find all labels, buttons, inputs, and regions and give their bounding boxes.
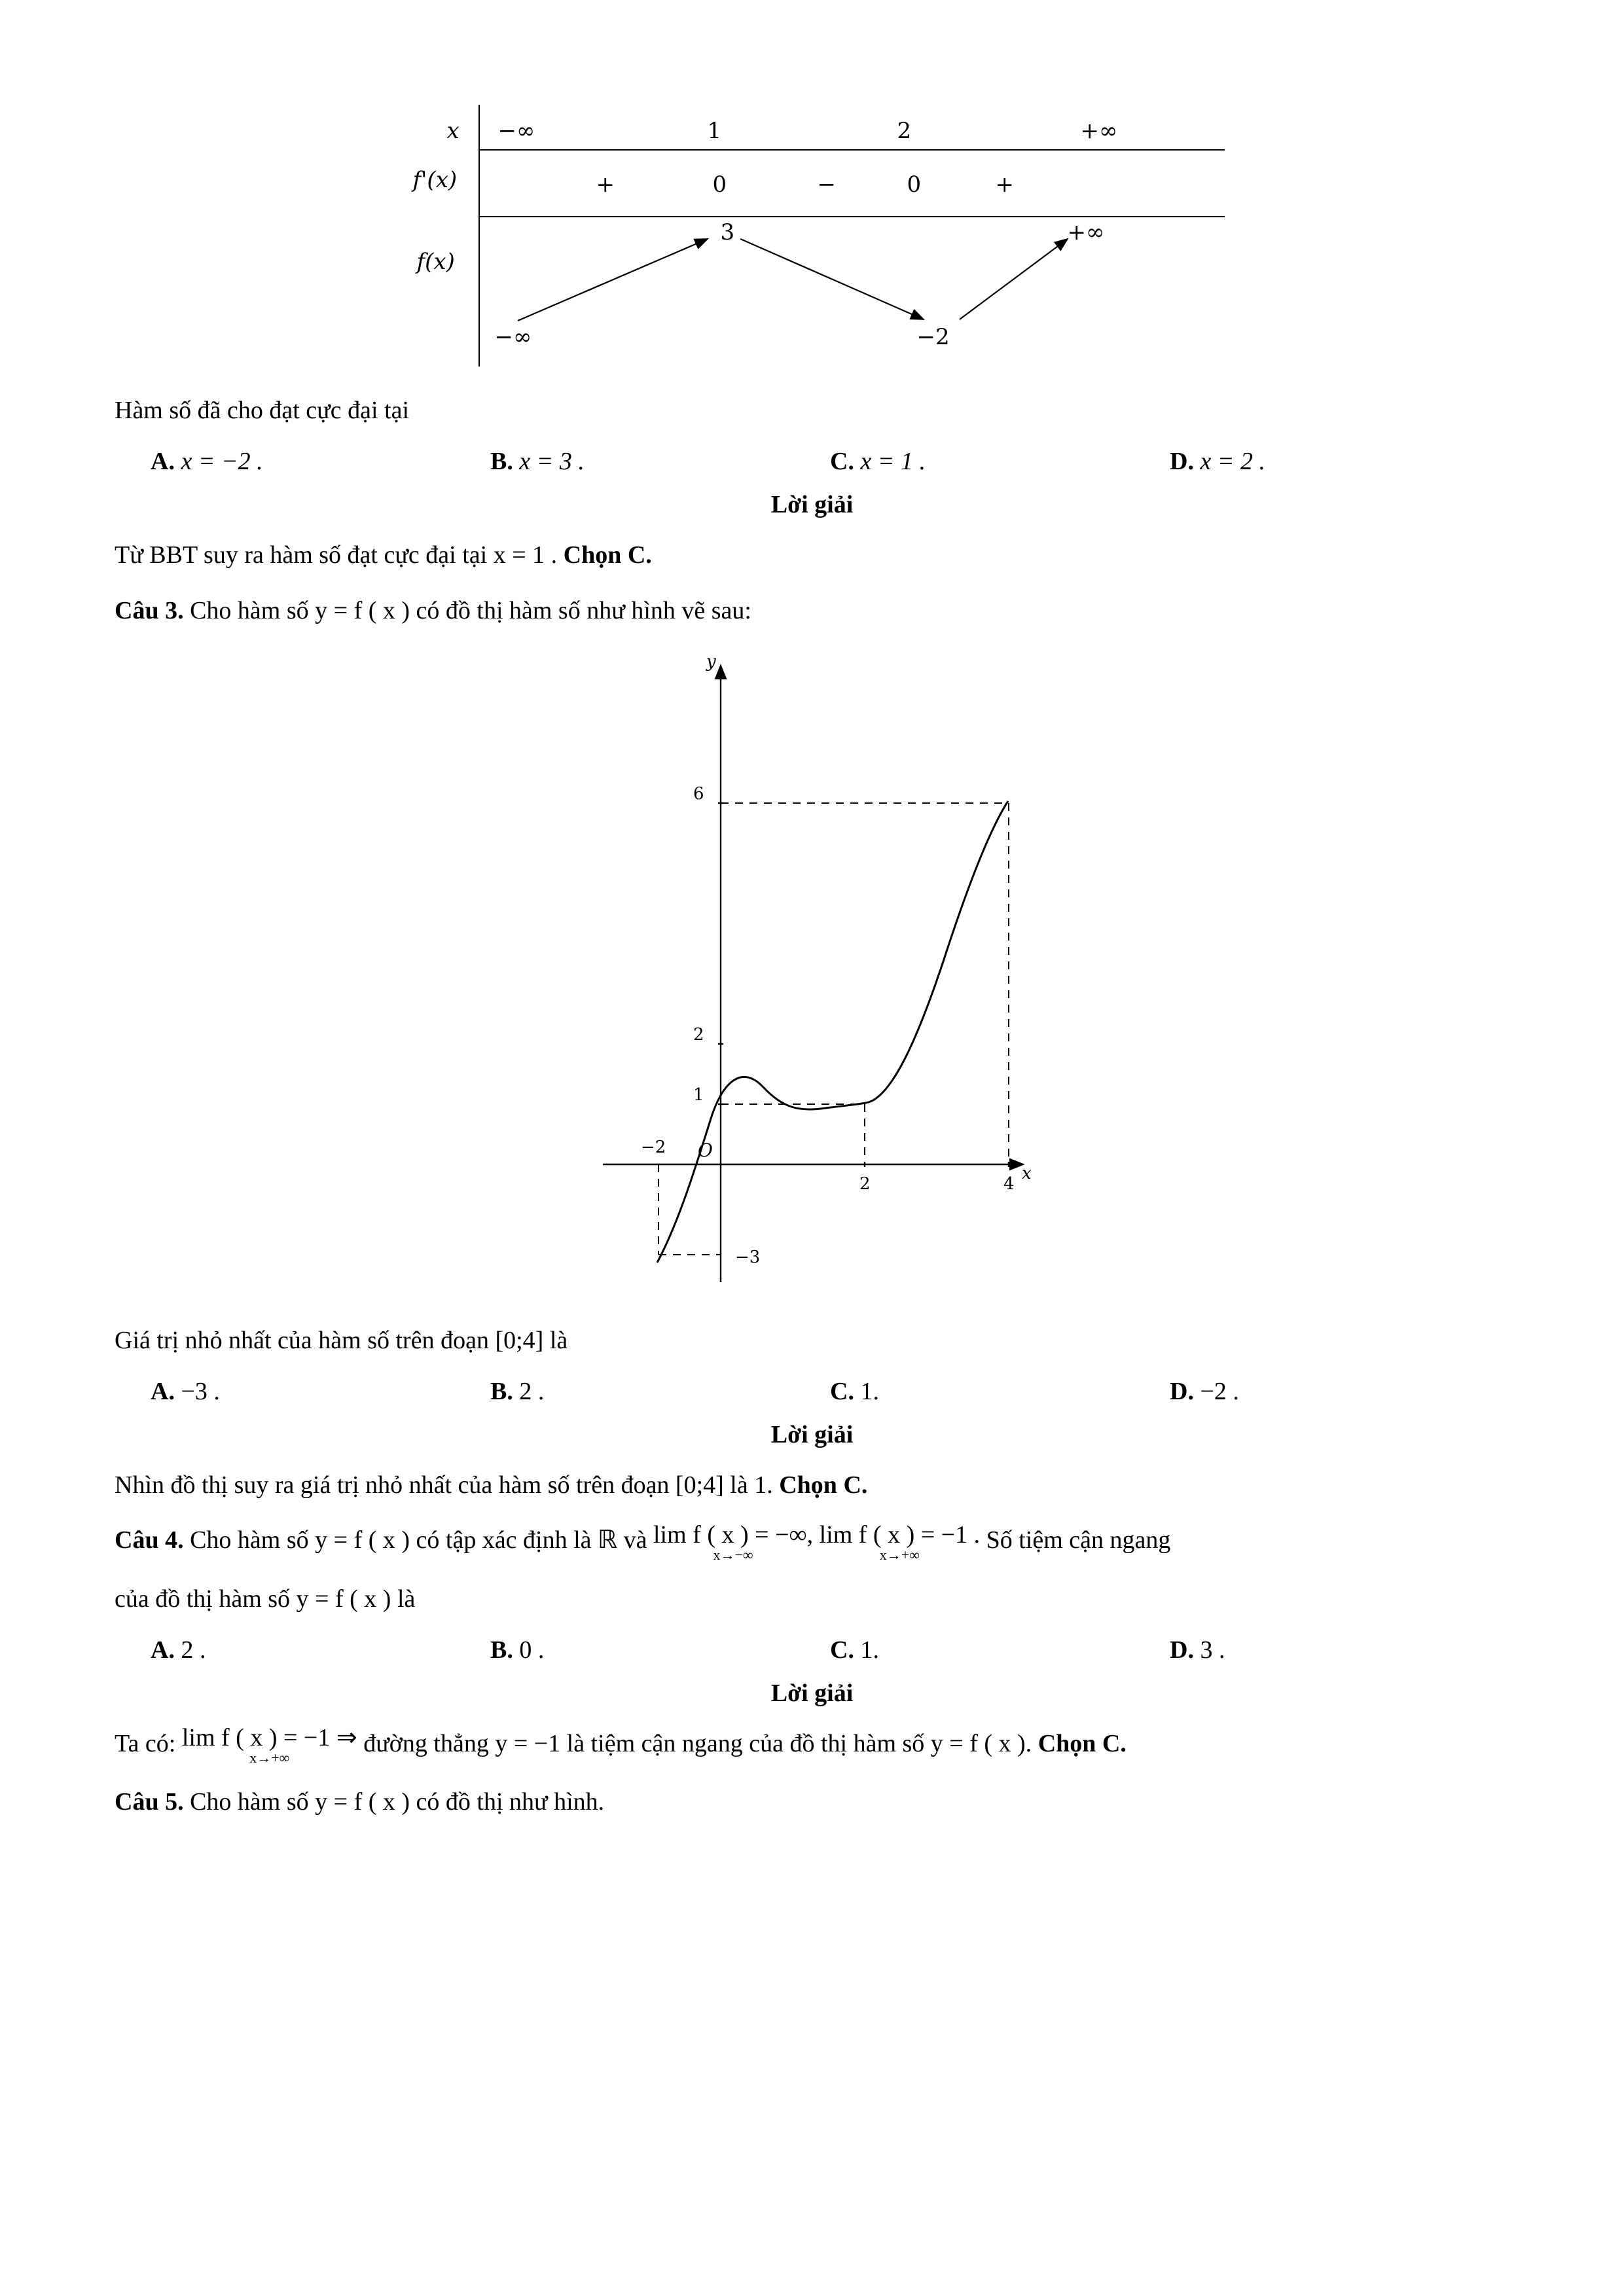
q4-solution-limit-expr: lim f ( x ) = −1 ⇒ — [181, 1723, 357, 1751]
q4-choice-b[interactable] — [490, 1636, 830, 1664]
q3-solution-text: Nhìn đồ thị suy ra giá trị nhỏ nhất của hàm số trên đoạn [0;4] là 1. — [115, 1471, 773, 1499]
q4-line1 — [115, 1521, 1509, 1562]
q4-line2: của đồ thị hàm số y = f ( x ) là — [115, 1585, 416, 1613]
q3-choice-c[interactable] — [830, 1377, 1170, 1406]
x-value-0: −∞ — [497, 118, 535, 144]
q3-choice-c-key: C. — [830, 1377, 854, 1405]
svg-text:y: y — [706, 651, 716, 672]
q3-choice-c-text: 1. — [860, 1377, 879, 1405]
q2-choices — [115, 447, 1509, 476]
q2-choice-a-text: x = −2 . — [181, 447, 263, 475]
q2-choice-c-key: C. — [830, 447, 854, 475]
svg-text:1: 1 — [693, 1085, 704, 1105]
q4-solution — [115, 1725, 1509, 1766]
cubic-graph — [564, 647, 1061, 1302]
q4-choices — [115, 1636, 1509, 1664]
q3-choice-b-text: 2 . — [519, 1377, 545, 1405]
q4-solution-limit — [182, 1725, 357, 1766]
fprime-sign-1: 0 — [712, 171, 727, 198]
variation-table — [400, 98, 1225, 373]
q4-limit-1 — [653, 1522, 813, 1563]
variation-arrows — [400, 98, 1225, 373]
variation-table-figure — [115, 98, 1509, 373]
q3-choice-a-key: A. — [151, 1377, 175, 1405]
fprime-sign-4: + — [995, 171, 1014, 198]
q4-choice-d-text: 3 . — [1200, 1636, 1225, 1664]
q5-stem: Cho hàm số y = f ( x ) có đồ thị như hình. — [190, 1788, 605, 1816]
q2-choice-d[interactable] — [1170, 447, 1509, 476]
q4-answer: Chọn C. — [1038, 1729, 1127, 1757]
q4-choice-b-text: 0 . — [519, 1636, 545, 1664]
fprime-sign-3: 0 — [907, 171, 922, 198]
q4-solution-limit-sub: x→+∞ — [249, 1749, 290, 1766]
q4-choice-d-key: D. — [1170, 1636, 1194, 1664]
svg-text:−2: −2 — [640, 1137, 666, 1157]
q4-solution-heading: Lời giải — [770, 1679, 854, 1707]
q5-number: Câu 5. — [115, 1788, 184, 1816]
x-value-3: +∞ — [1080, 118, 1118, 144]
q3-solution-heading: Lời giải — [770, 1420, 854, 1448]
q2-choice-c-text: x = 1 . — [860, 447, 926, 475]
q2-answer: Chọn C. — [563, 541, 652, 569]
q4-choice-d[interactable] — [1170, 1636, 1509, 1664]
q2-choice-a[interactable] — [151, 447, 490, 476]
q3-choice-d[interactable] — [1170, 1377, 1509, 1406]
q5-line — [115, 1783, 1509, 1821]
q3-choice-a-text: −3 . — [181, 1377, 220, 1405]
q4-stem-part1: Cho hàm số y = f ( x ) có tập xác định là ℝ và — [190, 1526, 647, 1554]
q4-number: Câu 4. — [115, 1526, 184, 1554]
fprime-sign-2: − — [817, 171, 836, 198]
q2-choice-a-key: A. — [151, 447, 175, 475]
q4-choice-a-text: 2 . — [181, 1636, 206, 1664]
q3-choices — [115, 1377, 1509, 1406]
f-value-3: 3 — [720, 219, 735, 245]
q3-solution — [115, 1466, 1509, 1505]
svg-text:4: 4 — [1003, 1174, 1015, 1194]
q3-choice-d-key: D. — [1170, 1377, 1194, 1405]
q4-choice-b-key: B. — [490, 1636, 513, 1664]
q4-choice-c-key: C. — [830, 1636, 854, 1664]
q3-choice-b[interactable] — [490, 1377, 830, 1406]
q3-choice-d-text: −2 . — [1200, 1377, 1239, 1405]
row-label-x: x — [446, 118, 460, 144]
q2-choice-b-key: B. — [490, 447, 513, 475]
q3-graph-figure — [115, 647, 1509, 1302]
q2-choice-b-text: x = 3 . — [519, 447, 585, 475]
svg-text:2: 2 — [859, 1174, 871, 1194]
svg-text:6: 6 — [693, 783, 704, 804]
q2-stem: Hàm số đã cho đạt cực đại tại — [115, 397, 410, 424]
x-value-2: 2 — [897, 118, 912, 144]
q3-choice-b-key: B. — [490, 1377, 513, 1405]
q4-choice-a[interactable] — [151, 1636, 490, 1664]
q3-stem: Cho hàm số y = f ( x ) có đồ thị hàm số như hình vẽ sau: — [190, 596, 751, 624]
q4-stem-part2: Số tiệm cận ngang — [986, 1526, 1171, 1554]
q2-choice-c[interactable] — [830, 447, 1170, 476]
q4-limit-2-sub: x→+∞ — [879, 1546, 920, 1563]
q4-choice-c[interactable] — [830, 1636, 1170, 1664]
f-value-pos-inf: +∞ — [1067, 219, 1105, 245]
f-value-neg-inf: −∞ — [494, 324, 532, 350]
fprime-sign-0: + — [596, 171, 615, 198]
q3-choice-a[interactable] — [151, 1377, 490, 1406]
q4-limit-2-expr: lim f ( x ) = −1 . — [819, 1520, 981, 1549]
svg-text:−3: −3 — [734, 1247, 760, 1267]
q2-choice-d-text: x = 2 . — [1200, 447, 1265, 475]
q4-choice-c-text: 1. — [860, 1636, 879, 1664]
svg-text:O: O — [697, 1139, 713, 1161]
q4-limit-1-expr: lim f ( x ) = −∞, — [653, 1520, 814, 1549]
q3-number: Câu 3. — [115, 596, 184, 624]
q3-question: Giá trị nhỏ nhất của hàm số trên đoạn [0;4] là — [115, 1326, 568, 1354]
q2-choice-d-key: D. — [1170, 447, 1194, 475]
row-label-f: f(x) — [416, 249, 455, 275]
q4-limit-1-sub: x→−∞ — [713, 1546, 753, 1563]
q3-answer: Chọn C. — [779, 1471, 868, 1499]
x-value-1: 1 — [707, 118, 722, 144]
q4-solution-pre: Ta có: — [115, 1729, 176, 1757]
q2-solution-heading: Lời giải — [770, 490, 854, 518]
q2-solution-text: Từ BBT suy ra hàm số đạt cực đại tại x = 1 . — [115, 541, 558, 569]
q2-solution — [115, 536, 1509, 575]
q4-choice-a-key: A. — [151, 1636, 175, 1664]
q4-solution-post: đường thẳng y = −1 là tiệm cận ngang của đồ thị hàm số y = f ( x ). — [363, 1729, 1032, 1757]
svg-text:x: x — [1021, 1163, 1032, 1183]
svg-text:2: 2 — [693, 1024, 704, 1045]
f-value-neg2: −2 — [916, 324, 950, 350]
q4-limit-2 — [820, 1522, 981, 1563]
q3-line — [115, 592, 1509, 630]
q2-choice-b[interactable] — [490, 447, 830, 476]
row-label-fprime: f'(x) — [412, 167, 458, 193]
